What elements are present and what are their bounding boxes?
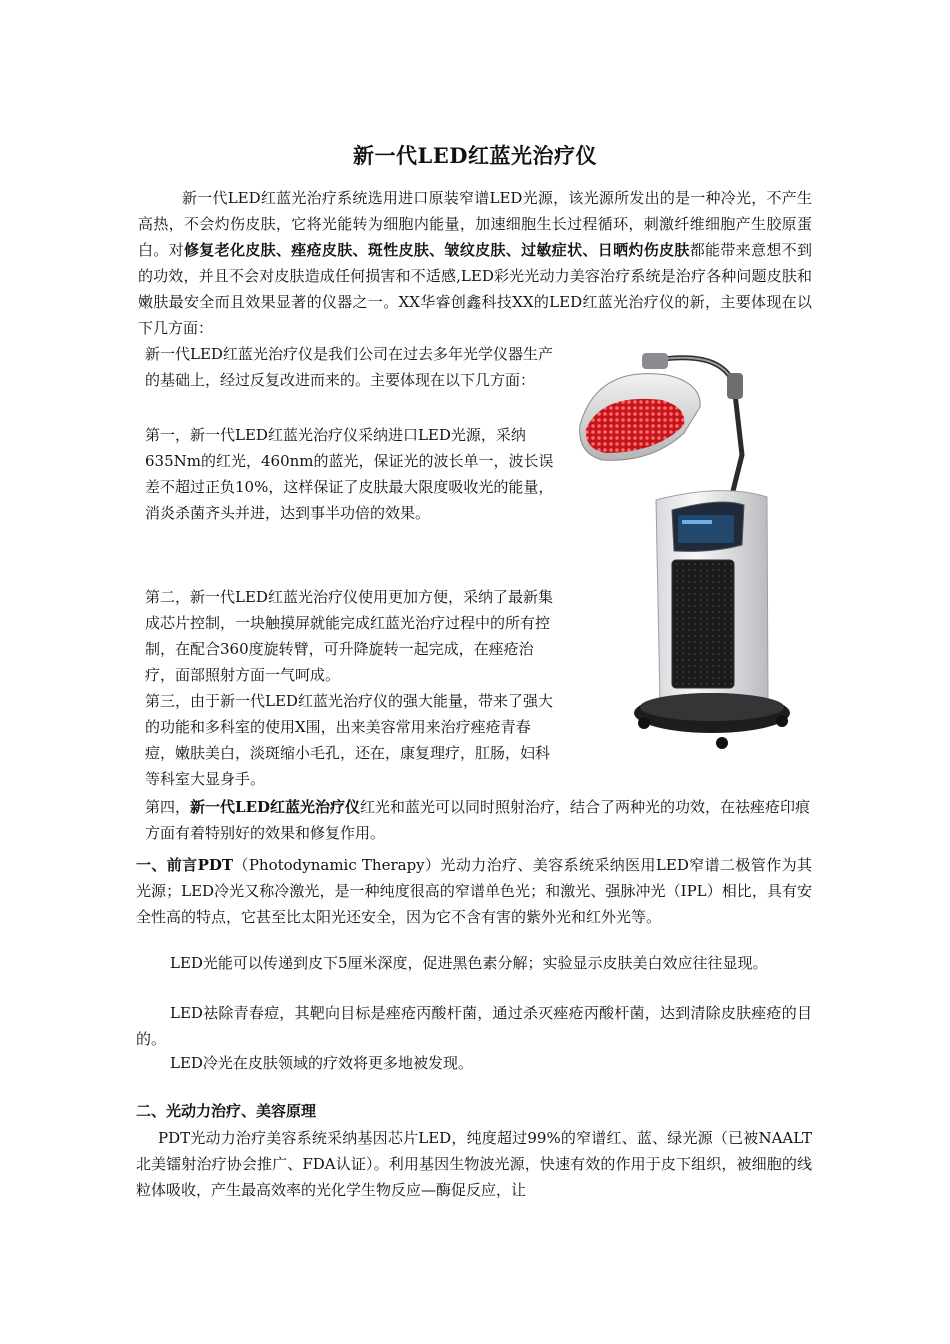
paragraph-overview: 新一代LED红蓝光治疗仪是我们公司在过去多年光学仪器生产的基础上，经过反复改进而来的。主要体现在以下几方面： xyxy=(145,345,553,389)
section1-heading: 一、前言PDT xyxy=(136,856,234,874)
fourth-text: 红光和蓝光可以同时照射治疗，结合了两种光的功效，在祛痤疮印痕方面有着特别好的效果和修复作用。 xyxy=(145,798,811,842)
section1-text: （Photodynamic Therapy）光动力治疗、美容系统采纳医用LED窄谱二极管作为其光源；LED冷光又称冷激光，是一种纯度很高的窄谱单色光；和激光、强脉冲光（IPL）相比，具有安全性高的特点，它甚至比太阳光还安全，因为它不含有害的紫外光和红外光等。 xyxy=(136,856,813,926)
intro-paragraph xyxy=(138,185,812,341)
section1-paragraph xyxy=(136,852,812,930)
paragraph-fourth xyxy=(145,794,812,846)
section1-sub3: LED冷光在皮肤领域的疗效将更多地被发现。 xyxy=(170,1054,473,1072)
section1-sub2: LED祛除青春痘，其靶向目标是痤疮丙酸杆菌，通过杀灭痤疮丙酸杆菌，达到清除皮肤痤疮的目的。 xyxy=(136,1004,812,1048)
page-title: 新一代LED红蓝光治疗仪 xyxy=(353,143,597,168)
section2-paragraph: PDT光动力治疗美容系统采纳基因芯片LED，纯度超过99%的窄谱红、蓝、绿光源（已被NAALT北美镭射治疗协会推广、FDA认证）。利用基因生物波光源，快速有效的作用于皮下组织，被细胞的线粒体吸收，产生最高效率的光化学生物反应—酶促反应，让 xyxy=(136,1129,812,1199)
fourth-prefix: 第四， xyxy=(145,798,191,816)
led-device-photo xyxy=(572,345,812,755)
paragraph-first: 第一，新一代LED红蓝光治疗仪采纳进口LED光源，采纳635Nm的红光，460nm的蓝光，保证光的波长单一，波长误差不超过正负10%，这样保证了皮肤最大限度吸收光的能量，消炎杀菌齐头并进，达到事半功倍的效果。 xyxy=(145,426,554,522)
intro-text-1: 新一代LED红蓝光治疗系统选用进口原装窄谱LED光源，该光源所发出的是一种冷光，不产生高热，不会灼伤皮肤，它将光能转为细胞内能量，加速细胞生长过程循环，刺激纤维细胞产生胶原蛋白。对 xyxy=(138,189,812,259)
intro-text-2: 都能带来意想不到的功效，并且不会对皮肤造成任何损害和不适感,LED彩光光动力美容治疗系统是治疗各种问题皮肤和嫩肤最安全而且效果显著的仪器之一。XX华睿创鑫科技XX的LED红蓝光治疗仪的新，主要体现在以下几方面： xyxy=(138,241,812,337)
paragraph-second: 第二，新一代LED红蓝光治疗仪使用更加方便，采纳了最新集成芯片控制，一块触摸屏就能完成红蓝光治疗过程中的所有控制，在配合360度旋转臂，可升降旋转一起完成，在痤疮治疗，面部照射方面一气呵成。 xyxy=(145,588,553,684)
fourth-bold: 新一代LED红蓝光治疗仪 xyxy=(190,798,361,816)
section1-sub1: LED光能可以传递到皮下5厘米深度，促进黑色素分解；实验显示皮肤美白效应往往显现。 xyxy=(170,954,768,972)
paragraph-third: 第三，由于新一代LED红蓝光治疗仪的强大能量，带来了强大的功能和多科室的使用X围，出来美容常用来治疗痤疮青春痘，嫩肤美白，淡斑缩小毛孔，还在，康复理疗，肛肠，妇科等科室大显身手。 xyxy=(145,692,553,788)
intro-bold: 修复老化皮肤、痤疮皮肤、斑性皮肤、皱纹皮肤、过敏症状、日晒灼伤皮肤 xyxy=(183,241,690,259)
section2-heading: 二、光动力治疗、美容原理 xyxy=(136,1102,317,1120)
